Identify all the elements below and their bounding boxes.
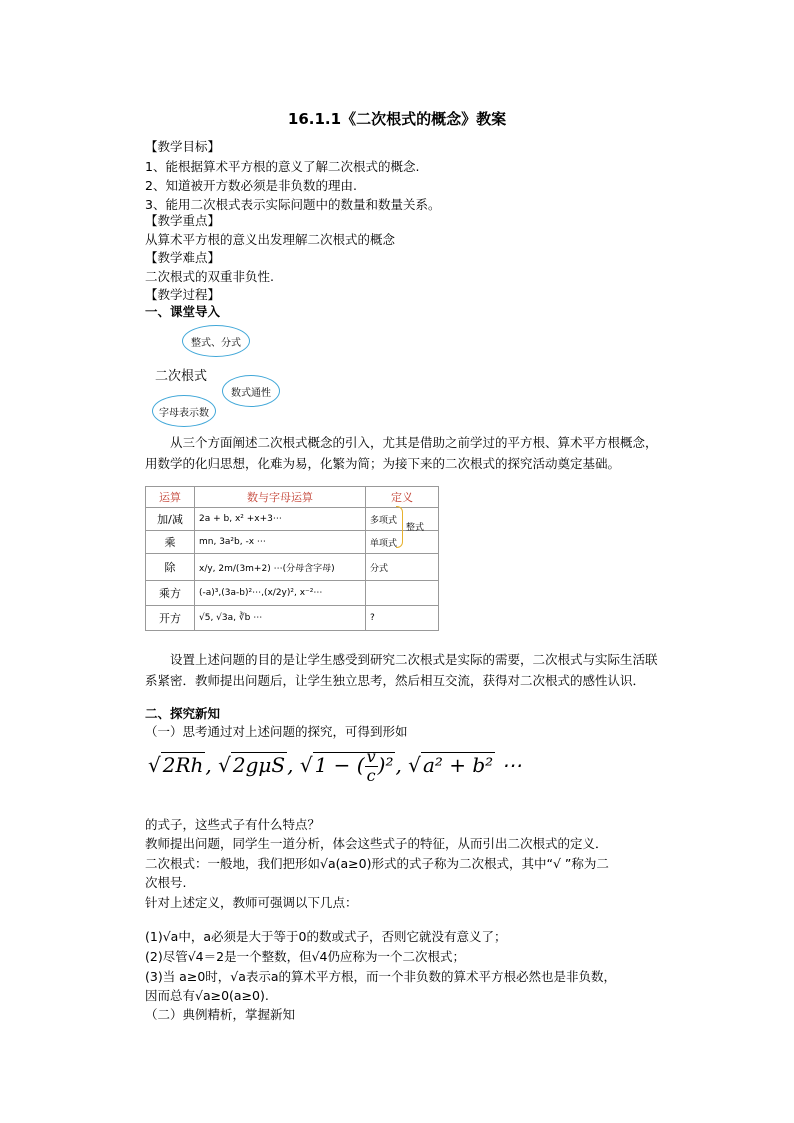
focus-text: 从算术平方根的意义出发理解二次根式的概念 [145,232,396,247]
bubble-letters-for-numbers [152,395,216,427]
process-heading: 【教学过程】 [145,287,221,302]
point-2: (2)尽管√4＝2是一个整数，但√4仍应称为一个二次根式； [145,949,465,964]
paragraph-intro: 从三个方面阐述二次根式概念的引入，尤其是借助之前学过的平方根、算术平方根概念，用数学的化归思想，化难为易，化繁为简；为接下来的二次根式的探究活动奠定基础。 [145,435,658,471]
doc-title: 16.1.1《二次根式的概念》教案 [287,110,507,128]
table-row [146,606,439,631]
table-header-row [146,487,439,508]
table-cell [366,581,439,606]
table-cell: mn, 3a²b, -x ⋯ [195,531,366,554]
line-definition: 二次根式：一般地，我们把形如√a(a≥0)形式的式子称为二次根式，其中“√ ”称为二 [145,856,609,871]
difficulty-text: 二次根式的双重非负性. [145,269,274,284]
table-cell: (-a)³,(3a-b)²⋯,(x/2y)², x⁻²⋯ [195,581,366,606]
table-row [146,554,439,581]
integral-brace [396,506,403,548]
part1-heading: 一、课堂导入 [145,304,221,319]
brace-label: 整式 [406,523,425,533]
sub2-heading: （二）典例精析，掌握新知 [145,1007,296,1022]
goal-1: 1、能根据算术平方根的意义了解二次根式的概念. [145,159,420,174]
table-cell: √5, √3a, ∛b ⋯ [195,606,366,631]
formula-ellipsis: ⋯ [501,753,522,777]
line-definition-cont: 次根号. [145,875,187,890]
difficulty-heading: 【教学难点】 [145,250,221,265]
part2-heading: 二、探究新知 [145,706,221,721]
table-cell: 开方 [146,606,195,631]
goal-3: 3、能用二次根式表示实际问题中的数量和数量关系。 [145,197,441,212]
formula-term: a² + b² [422,753,494,777]
formula-term: 2gμS [232,753,286,777]
table-row [146,531,439,554]
table-row [146,508,439,531]
formula-den: c [366,766,376,785]
formula-num: v [366,747,376,766]
bubble-label: 字母表示数 [159,407,209,419]
goal-2: 2、知道被开方数必须是非负数的理由. [145,178,357,193]
table-cell: 单项式 [366,531,439,554]
bubble-label: 整式、分式 [191,337,241,349]
table-cell: 分式 [366,554,439,581]
table-header: 运算 [146,487,195,508]
bubble-label: 数式通性 [231,387,271,399]
table-cell: x/y, 2m/(3m+2) ⋯(分母含字母) [195,554,366,581]
paragraph-purpose: 设置上述问题的目的是让学生感受到研究二次根式是实际的需要，二次根式与实际生活联系紧密．教师提出问题后，让学生独立思考，然后相互交流，获得对二次根式的感性认识． [145,652,658,688]
point-1: (1)√a中，a必须是大于等于0的数或式子，否则它就没有意义了； [145,929,507,944]
sub1-heading: （一）思考通过对上述问题的探究，可得到形如 [145,724,408,739]
table-cell: 除 [146,554,195,581]
table-cell: 加/减 [146,508,195,531]
bubble-common-property [222,375,280,407]
line-emphasis: 针对上述定义，教师可强调以下几点： [145,895,358,910]
point-3-cont: 因而总有√a≥0(a≥0). [145,988,269,1003]
bubble-integral-fraction [182,325,250,357]
table-cell: 乘方 [146,581,195,606]
formula-term: 2Rh [162,753,204,777]
table-row [146,581,439,606]
table-cell: 2a + b, x² +x+3⋯ [195,508,366,531]
table-header: 数与字母运算 [195,487,366,508]
goals-heading: 【教学目标】 [145,139,221,154]
table-header: 定义 [366,487,439,508]
table-cell: 多项式 [366,508,439,531]
operations-table [145,486,439,631]
focus-heading: 【教学重点】 [145,213,221,228]
point-3: (3)当 a≥0时，√a表示a的算术平方根，而一个非负数的算术平方根必然也是非负数， [145,969,617,984]
line-question: 的式子，这些式子有什么特点？ [145,817,321,832]
table-cell: ? [366,606,439,631]
table-cell: 乘 [146,531,195,554]
line-analysis: 教师提出问题，同学生一道分析，体会这些式子的特征，从而引出二次根式的定义． [145,836,608,851]
radical-formula: √ 2Rh , √ 2gμS , √ 1 − ( $\frac{v}{c}$ )² , √ a² + b² ⋯ [148,747,522,785]
diagram-center: 二次根式 [155,369,208,384]
